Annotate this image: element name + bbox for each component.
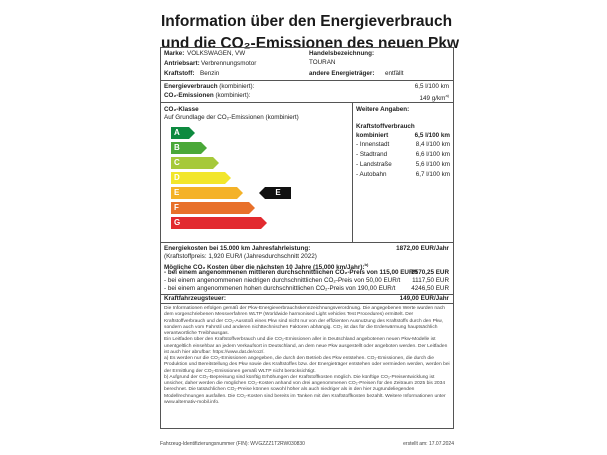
bar-arrow-tip [249,202,255,214]
co2-class-scale [161,103,353,243]
co2-class-heading: CO₂-Klasse [164,106,199,113]
co2-class-letter: C [174,158,180,167]
co2-footnote-marker: a) [445,93,449,98]
co2-class-letter: F [174,203,179,212]
handel-label: Handelsbezeichnung: [309,50,375,57]
bar-arrow-tip [225,172,231,184]
hoch-value: 4246,50 EUR [411,285,449,292]
kombiniert-value: 6,5 l/100 km [414,132,450,139]
innenstadt-label: - Innenstadt [356,141,390,148]
created-date: erstellt am: 17.07.2024 [403,441,454,447]
consumption-section [161,81,453,103]
niedrig-value: 1117,50 EUR [412,277,449,284]
energie-label: Energieverbrauch [164,83,218,90]
co2-value: 149 g/km [419,95,446,103]
note-paragraph: Ein Leitfaden über den Kraftstoffverbrauch und die CO₂-Emissionen aller in Deutschland angebotenen neuen Pkw-Modelle ist unentgeltlich einsehbar an jedem Verkaufsort in Deutschland, an dem neue Pkw ausgestellt oder angeboten werden. Der Leitfaden ist auch hier abrufbar: https://www.dat.de/co2/. [164,337,448,355]
co2-class-bar-f [171,202,249,214]
co2-class-letter: D [174,173,180,182]
mittel-value: 2570,25 EUR [411,269,449,276]
energie-value: 6,5 l/100 km [414,83,449,90]
co2-class-current-letter: E [275,188,281,197]
co2-class-letter: E [174,188,180,197]
co2-class-letter: B [174,143,180,152]
autobahn-label: - Autobahn [356,171,387,178]
label-frame [160,47,454,429]
bar-arrow-tip [189,127,195,139]
kombiniert-label: kombiniert [356,132,389,139]
vehicle-section [161,48,453,81]
innenstadt-value: 8,4 l/100 km [415,141,450,148]
co2-class-current-marker [265,187,291,199]
antrieb-label: Antriebsart: [164,60,200,67]
andere-value: entfällt [385,70,404,77]
co2-class-section [161,103,453,243]
landstrasse-label: - Landstraße [356,161,392,168]
co2-suffix: (kombiniert): [215,92,251,99]
note-paragraph: a) Es werden nur die CO₂-Emissionen angegeben, die durch den Betrieb des Pkw entstehen. CO₂-Emissionen, die durch die Produktion und Bereitstellung des Pkw sowie des Kraftstoffes bzw. der Energieträger entstehen oder vermieden werden, werden bei der Ermittlung der CO₂-Emissionen gemäß WLTP nicht berücksichtigt. [164,356,450,374]
stadtrand-label: - Stadtrand [356,151,388,158]
antrieb-value: Verbrennungsmotor [201,60,257,67]
co2-class-letter: A [174,128,180,137]
mittel-label: - bei einem angenommenen mittleren durchschnittlichen CO₂-Preis von 115,00 EUR/t [164,269,418,276]
costs-section [161,243,453,295]
landstrasse-row [356,161,450,170]
kombiniert-row [356,132,450,141]
autobahn-row [356,171,450,180]
co2-kosten-label: Mögliche CO₂ Kosten über die nächsten 10 Jahre (15.000 km/Jahr): [164,264,365,272]
bar-arrow-tip [201,142,207,154]
landstrasse-value: 5,6 l/100 km [415,161,450,168]
co2-class-bar-e [171,187,237,199]
marker-arrow-tip [259,187,265,199]
bar-arrow-tip [213,157,219,169]
co2-label-line [164,92,250,101]
kraftstoffverbrauch-label: Kraftstoffverbrauch [356,123,415,130]
note-paragraph: b) Aufgrund der CO₂-Bepreisung sind künftig Erhöhungen der Kraftstoffkosten möglich. Die künftige CO₂-Preisentwicklung ist unsicher, daher werden die möglichen CO₂-Kosten anhand von drei angenommenen CO₂-Preisen für den Zeitraum 2025 bis 2034 berechnet. Die tatsächlichen CO₂-Preise können sowohl höher als auch niedriger als in den hier zugrundeliegenden Modellrechnungen ausfallen. Die CO₂-Kosten sind bereits im Tanken mit den Kraftstoffkosten bezahlt. Weitere Informationen unter www.alternativ-mobil.info. [164,374,446,405]
autobahn-value: 6,7 l/100 km [415,171,450,178]
bar-arrow-tip [261,217,267,229]
co2-class-subheading: Auf Grundlage der CO₂-Emissionen (kombiniert) [164,114,299,121]
fin-text: Fahrzeug-Identifizierungsnummer (FIN): WVGZZZ1T2RW030830 [160,441,305,447]
niedrig-label: - bei einem angenommenen niedrigen durchschnittlichen CO₂-Preis von 50,00 EUR/t [164,277,401,284]
co2-class-bar-d [171,172,225,184]
handel-value: TOURAN [309,59,336,66]
co2-class-bar-b [171,142,201,154]
kraftstoffpreis-label: (Kraftstoffpreis: 1,920 EUR/l (Jahresdurchschnitt 2022) [164,253,317,260]
co2-value-line [420,92,449,104]
co2-class-bar-a [171,127,189,139]
bar-arrow-tip [237,187,243,199]
tax-label: Kraftfahrzeugsteuer: [164,295,226,302]
weitere-heading: Weitere Angaben: [356,106,410,113]
co2-class-bar-g [171,217,261,229]
energiekosten-value: 1872,00 EUR/Jahr [396,245,449,252]
co2-class-bar-c [171,157,213,169]
stadtrand-row [356,151,450,160]
stadtrand-value: 6,6 l/100 km [415,151,450,158]
energiekosten-label: Energiekosten bei 15.000 km Jahresfahrleistung: [164,245,311,252]
energie-suffix: (kombiniert): [219,83,255,90]
weitere-angaben [353,103,453,243]
co2-class-letter: G [174,218,181,227]
innenstadt-row [356,141,450,150]
energie-label-line [164,83,254,92]
note-paragraph: Die Informationen erfolgen gemäß der Pkw-Energieverbrauchskennzeichnungsverordnung. Die angegebenen Werte wurden nach dem vorgeschriebenen Messverfahren WLTP (Worldwide harmonised Light vehicles Test Procedures) ermittelt. Der Kraftstoffverbrauch und der CO₂-Ausstoß eines Pkw sind nicht nur von der effizienten Ausnutzung des Kraftstoffs durch den Pkw, sondern auch vom Fahrstil und anderen nichttechnischen Faktoren abhängig. CO₂ ist das für die Erderwärmung hauptsächlich verantwortliche Treibhausgas. [164,306,446,336]
notes-section [161,304,453,428]
tax-value: 149,00 EUR/Jahr [399,295,449,302]
kraftstoff-value: Benzin [200,70,220,77]
title-line-2: und die CO₂-Emissionen des neuen Pkw [161,35,459,52]
title-line-1: Information über den Energieverbrauch [161,13,453,30]
co2-kosten-footnote-marker: b) [364,262,369,267]
marke-value: VOLKSWAGEN, VW [187,50,246,57]
hoch-label: - bei einem angenommenen hohen durchschnittlichen CO₂-Preis von 190,00 EUR/t [164,285,396,292]
andere-label: andere Energieträger: [309,70,375,77]
co2-label: CO₂-Emissionen [164,92,214,99]
kraftstoff-label: Kraftstoff: [164,70,195,77]
marke-label: Marke: [164,50,185,57]
tax-section [161,295,453,304]
